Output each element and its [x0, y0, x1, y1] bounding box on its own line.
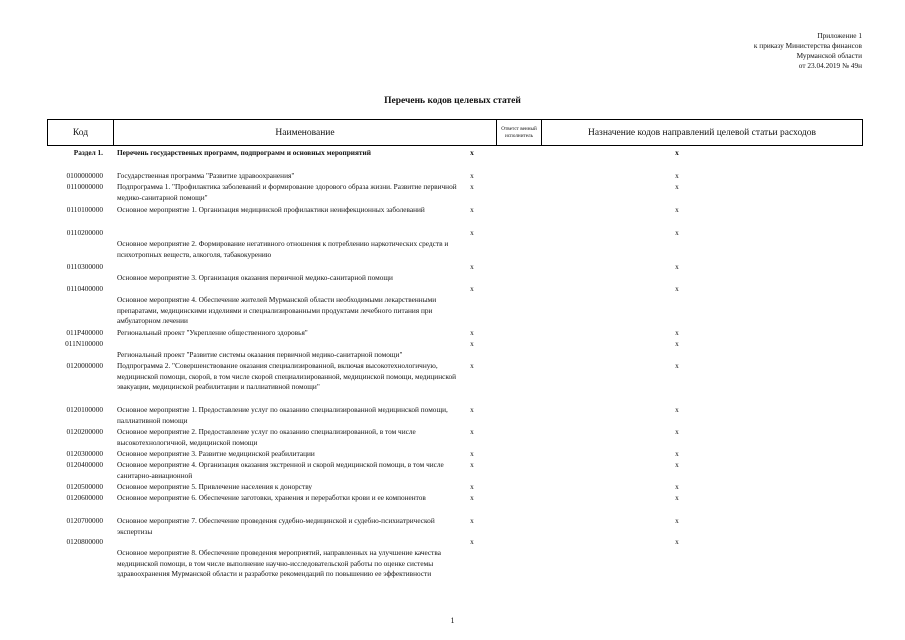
- row-name: Региональный проект "Укрепление общественного здоровья": [117, 328, 308, 337]
- row-name: Региональный проект "Развитие системы оказания первичной медико-санитарной помощи": [117, 350, 403, 359]
- row-responsible-mark: x: [470, 171, 474, 180]
- row-code: 0110000000: [66, 182, 103, 191]
- row-code: 0120400000: [66, 460, 103, 469]
- appendix-line: от 23.04.2019 № 49н: [798, 61, 862, 70]
- header-name: Наименование: [114, 120, 497, 145]
- row-name: Основное мероприятие 3. Развитие медицинской реабилитации: [117, 449, 315, 458]
- row-name: Основное мероприятие 8. Обеспечение проведения мероприятий, направленных на улучшение качества медицинской помощи, в том числе выполнение научно-исследовательской работы по оценке системы здравоохранения Мурманской области и разработке рекомендаций по повышению ее эффективности: [117, 548, 441, 578]
- row-purpose-mark: x: [675, 171, 679, 180]
- row-purpose-mark: x: [675, 148, 679, 157]
- document-title: Перечень кодов целевых статей: [384, 96, 521, 106]
- row-name: Подпрограмма 2. "Совершенствование оказания специализированной, включая высокотехнологичную, медицинской помощи, скорой, в том числе скорой специализированной, медицинской помощи, медицинской эвакуации, медицинской реабилитации и паллиативной помощи": [117, 361, 457, 391]
- row-name: Перечень государственых программ, подпрограмм и основных мероприятий: [117, 148, 371, 157]
- row-purpose-mark: x: [675, 228, 679, 237]
- row-code: 0120600000: [66, 493, 103, 502]
- row-purpose-mark: x: [675, 328, 679, 337]
- row-responsible-mark: x: [470, 449, 474, 458]
- row-purpose-mark: x: [675, 361, 679, 370]
- row-code: 0120800000: [66, 537, 103, 546]
- row-responsible-mark: x: [470, 284, 474, 293]
- row-responsible-mark: x: [470, 328, 474, 337]
- row-purpose-mark: x: [675, 537, 679, 546]
- row-responsible-mark: x: [470, 427, 474, 436]
- row-code: 0100000000: [66, 171, 103, 180]
- row-name: Основное мероприятие 3. Организация оказания первичной медико-санитарной помощи: [117, 273, 393, 282]
- row-responsible-mark: x: [470, 228, 474, 237]
- row-name: Государственная программа "Развитие здравоохранения": [117, 171, 295, 180]
- row-name: Основное мероприятие 6. Обеспечение заготовки, хранения и переработки крови и ее компонентов: [117, 493, 426, 502]
- row-responsible-mark: x: [470, 460, 474, 469]
- row-responsible-mark: x: [470, 205, 474, 214]
- row-code: 011P400000: [66, 328, 103, 337]
- row-purpose-mark: x: [675, 182, 679, 191]
- row-name: Основное мероприятие 2. Формирование негативного отношения к потреблению наркотических средств и психотропных веществ, алкоголя, табакокурению: [117, 239, 449, 259]
- row-purpose-mark: x: [675, 262, 679, 271]
- row-code: 0110300000: [66, 262, 103, 271]
- row-responsible-mark: x: [470, 493, 474, 502]
- row-purpose-mark: x: [675, 339, 679, 348]
- row-responsible-mark: x: [470, 405, 474, 414]
- row-code: 0120000000: [66, 361, 103, 370]
- row-code: 0120700000: [66, 516, 103, 525]
- appendix-line: Приложение 1: [817, 31, 862, 40]
- row-name: Основное мероприятие 4. Обеспечение жителей Мурманской области необходимыми лекарственными препаратами, медицинскими изделиями и специализированными продуктами лечебного питания при амбулаторном лечении: [117, 295, 437, 325]
- header-code: Код: [48, 120, 114, 145]
- row-code: 0110100000: [66, 205, 103, 214]
- row-code: 0120100000: [66, 405, 103, 414]
- row-purpose-mark: x: [675, 460, 679, 469]
- row-responsible-mark: x: [470, 516, 474, 525]
- row-code: 0120500000: [66, 482, 103, 491]
- row-purpose-mark: x: [675, 482, 679, 491]
- row-code: 011N100000: [65, 339, 103, 348]
- row-name: Подпрограмма 1. "Профилактика заболеваний и формирование здорового образа жизни. Развитие первичной медико-санитарной помощи": [117, 182, 457, 202]
- header-purpose: Назначение кодов направлений целевой статьи расходов: [587, 127, 816, 138]
- row-code: Раздел 1.: [73, 148, 103, 157]
- row-purpose-mark: x: [675, 427, 679, 436]
- row-name: Основное мероприятие 5. Привлечение населения к донорству: [117, 482, 313, 491]
- row-purpose-mark: x: [675, 205, 679, 214]
- row-name: Основное мероприятие 1. Предоставление услуг по оказанию специализированной медицинской помощи, паллиативной помощи: [117, 405, 448, 425]
- row-responsible-mark: x: [470, 182, 474, 191]
- row-purpose-mark: x: [675, 405, 679, 414]
- row-name: Основное мероприятие 7. Обеспечение проведения судебно-медицинской и судебно-психиатрической экспертизы: [117, 516, 435, 536]
- row-name: Основное мероприятие 1. Организация медицинской профилактики неинфекционных заболеваний: [117, 205, 425, 214]
- page-number: 1: [450, 616, 455, 625]
- row-code: 0120300000: [66, 449, 103, 458]
- row-responsible-mark: x: [470, 537, 474, 546]
- row-purpose-mark: x: [675, 516, 679, 525]
- row-name: Основное мероприятие 2. Предоставление услуг по оказанию специализированной, в том числе высокотехнологичной, медицинской помощи: [117, 427, 416, 447]
- row-code: 0120200000: [66, 427, 103, 436]
- row-responsible-mark: x: [470, 361, 474, 370]
- row-code: 0110400000: [66, 284, 103, 293]
- row-responsible-mark: x: [470, 262, 474, 271]
- row-responsible-mark: x: [470, 148, 474, 157]
- row-purpose-mark: x: [675, 493, 679, 502]
- header-responsible: Ответст венный исполнитель: [497, 120, 542, 145]
- row-responsible-mark: x: [470, 482, 474, 491]
- appendix-line: к приказу Министерства финансов: [753, 41, 862, 50]
- row-responsible-mark: x: [470, 339, 474, 348]
- row-purpose-mark: x: [675, 449, 679, 458]
- appendix-line: Мурманской области: [796, 51, 862, 60]
- row-name: Основное мероприятие 4. Организация оказания экстренной и скорой медицинской помощи, в том числе санитарно-авиационной: [117, 460, 444, 480]
- row-code: 0110200000: [66, 228, 103, 237]
- row-purpose-mark: x: [675, 284, 679, 293]
